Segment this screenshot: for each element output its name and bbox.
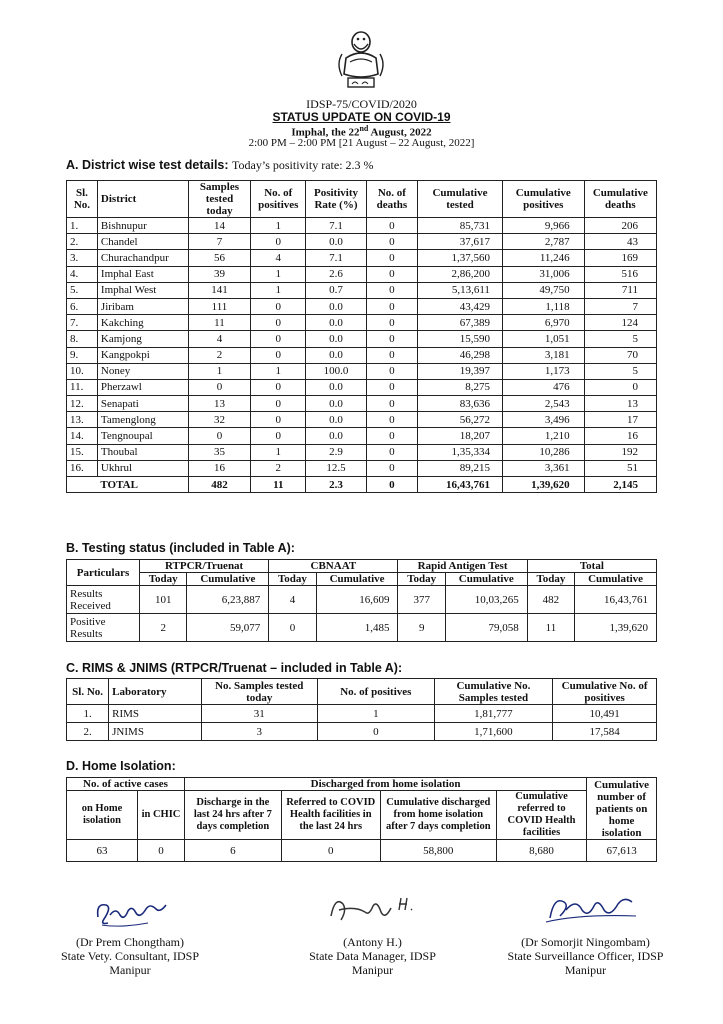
table-cell: 89,215 xyxy=(418,460,503,476)
table-cell: 0 xyxy=(251,298,306,314)
table-header-row xyxy=(67,778,657,791)
total-cell: 0 xyxy=(366,477,417,493)
table-cell: 377 xyxy=(398,586,445,614)
table-cell: 11,246 xyxy=(502,250,584,266)
table-header-row xyxy=(67,181,657,218)
total-cell: 482 xyxy=(188,477,251,493)
table-cell: 0 xyxy=(188,428,251,444)
district-name: Chandel xyxy=(97,234,188,250)
section-b-title: B. Testing status (included in Table A): xyxy=(66,541,295,555)
table-cell: 1,118 xyxy=(502,298,584,314)
table-cell: 0 xyxy=(366,428,417,444)
rims-jnims-table xyxy=(66,678,657,741)
table-cell: 10,03,265 xyxy=(445,586,527,614)
table-row xyxy=(67,723,657,741)
column-header: Laboratory xyxy=(109,679,201,705)
table-cell: 15. xyxy=(67,444,98,460)
column-header: Cumulative positives xyxy=(502,181,584,218)
table-cell: 56,272 xyxy=(418,412,503,428)
table-cell: 6 xyxy=(184,840,281,862)
table-cell: 4 xyxy=(251,250,306,266)
today-header: Today xyxy=(140,573,187,586)
total-label: TOTAL xyxy=(97,477,188,493)
table-cell: 1,210 xyxy=(502,428,584,444)
table-cell: 1,37,560 xyxy=(418,250,503,266)
table-cell: 0 xyxy=(366,363,417,379)
table-row xyxy=(67,428,657,444)
laboratory-name: RIMS xyxy=(109,705,201,723)
table-cell: 11 xyxy=(188,315,251,331)
signature-somorjit-ningombam xyxy=(540,888,640,928)
table-row xyxy=(67,315,657,331)
table-cell: 516 xyxy=(584,266,656,282)
column-header: No. of deaths xyxy=(366,181,417,218)
table-cell: 32 xyxy=(188,412,251,428)
table-cell: 0 xyxy=(269,614,316,642)
table-cell: 2. xyxy=(67,723,109,741)
signatory-place: Manipur xyxy=(564,963,607,977)
table-cell: 0 xyxy=(251,412,306,428)
table-cell: 1 xyxy=(251,444,306,460)
table-cell: 2.9 xyxy=(306,444,366,460)
signatory-title: State Surveillance Officer, IDSP xyxy=(507,949,664,963)
table-cell: 2. xyxy=(67,234,98,250)
district-name: Tengnoupal xyxy=(97,428,188,444)
table-row xyxy=(67,250,657,266)
table-cell: 5 xyxy=(584,363,656,379)
district-name: Thoubal xyxy=(97,444,188,460)
table-cell: 1,39,620 xyxy=(575,614,657,642)
signatory-place: Manipur xyxy=(351,963,394,977)
table-cell: 67,613 xyxy=(587,840,657,862)
table-cell: 58,800 xyxy=(380,840,496,862)
section-d-title: D. Home Isolation: xyxy=(66,759,176,773)
table-cell: 2,86,200 xyxy=(418,266,503,282)
table-cell: 0 xyxy=(251,379,306,395)
table-cell: 0.7 xyxy=(306,282,366,298)
table-cell: 12. xyxy=(67,396,98,412)
total-cell: 11 xyxy=(251,477,306,493)
table-cell: 2 xyxy=(188,347,251,363)
table-cell: 16,43,761 xyxy=(575,586,657,614)
table-cell: 0.0 xyxy=(306,331,366,347)
table-cell: 31 xyxy=(201,705,317,723)
district-name: Imphal East xyxy=(97,266,188,282)
table-cell: 8,680 xyxy=(496,840,586,862)
column-header: Cumulative referred to COVID Health facilities xyxy=(496,791,586,840)
table-cell: 8,275 xyxy=(418,379,503,395)
signatory-1 xyxy=(40,935,220,977)
table-row xyxy=(67,460,657,476)
table-cell: 0 xyxy=(366,331,417,347)
table-header-row xyxy=(67,679,657,705)
column-header: on Home isolation xyxy=(67,791,138,840)
table-cell: 1. xyxy=(67,705,109,723)
signatory-2 xyxy=(285,935,460,977)
section-a-heading xyxy=(66,158,374,173)
district-test-table xyxy=(66,180,657,493)
column-header: Referred to COVID Health facilities in the last 24 hrs xyxy=(281,791,380,840)
table-cell: 1 xyxy=(318,705,435,723)
column-header: Cumulative tested xyxy=(418,181,503,218)
table-cell: 13. xyxy=(67,412,98,428)
column-header: No. Samples tested today xyxy=(201,679,317,705)
table-cell: 2,543 xyxy=(502,396,584,412)
table-cell: 0 xyxy=(251,315,306,331)
table-cell: 111 xyxy=(188,298,251,314)
table-cell: 4. xyxy=(67,266,98,282)
table-cell: 0.0 xyxy=(306,234,366,250)
table-cell: 2,787 xyxy=(502,234,584,250)
table-cell: 0.0 xyxy=(306,412,366,428)
document-reference: IDSP-75/COVID/2020 xyxy=(306,97,417,111)
table-cell: 0 xyxy=(366,379,417,395)
signatory-name: (Antony H.) xyxy=(343,935,402,949)
table-cell: 16 xyxy=(188,460,251,476)
section-c-title: C. RIMS & JNIMS (RTPCR/Truenat – included in Table A): xyxy=(66,661,403,675)
table-cell: 7.1 xyxy=(306,218,366,234)
table-cell: 13 xyxy=(188,396,251,412)
table-cell: 169 xyxy=(584,250,656,266)
table-cell: 8. xyxy=(67,331,98,347)
table-cell: 0.0 xyxy=(306,298,366,314)
table-cell: 46,298 xyxy=(418,347,503,363)
table-cell: 6. xyxy=(67,298,98,314)
table-cell: 711 xyxy=(584,282,656,298)
table-cell: 13 xyxy=(584,396,656,412)
table-cell: 206 xyxy=(584,218,656,234)
table-cell: 3,496 xyxy=(502,412,584,428)
table-cell: 5. xyxy=(67,282,98,298)
table-cell: 4 xyxy=(188,331,251,347)
table-cell: 0.0 xyxy=(306,396,366,412)
table-cell: 19,397 xyxy=(418,363,503,379)
total-cell: 2,145 xyxy=(584,477,656,493)
document-date: Imphal, the 22nd August, 2022 xyxy=(291,124,432,139)
column-header: Cumulative discharged from home isolation after 7 days completion xyxy=(380,791,496,840)
table-row xyxy=(67,840,657,862)
cumulative-header: Cumulative xyxy=(575,573,657,586)
table-cell: 6,970 xyxy=(502,315,584,331)
table-cell: 43 xyxy=(584,234,656,250)
document-title: STATUS UPDATE ON COVID-19 xyxy=(272,110,451,124)
district-name: Kakching xyxy=(97,315,188,331)
district-name: Kamjong xyxy=(97,331,188,347)
cumulative-home-isolation-header: Cumulative number of patients on home isolation xyxy=(587,778,657,840)
today-header: Today xyxy=(398,573,445,586)
row-label: Positive Results xyxy=(67,614,140,642)
district-name: Ukhrul xyxy=(97,460,188,476)
table-cell: 9. xyxy=(67,347,98,363)
table-cell: 5,13,611 xyxy=(418,282,503,298)
table-cell: 0 xyxy=(366,234,417,250)
column-header: Sl. No. xyxy=(67,679,109,705)
column-header: Cumulative No. Samples tested xyxy=(434,679,553,705)
column-header: Cumulative deaths xyxy=(584,181,656,218)
district-name: Noney xyxy=(97,363,188,379)
discharged-header: Discharged from home isolation xyxy=(184,778,586,791)
district-table-body xyxy=(67,218,657,493)
table-row xyxy=(67,298,657,314)
cumulative-header: Cumulative xyxy=(316,573,398,586)
table-cell: 1,173 xyxy=(502,363,584,379)
signatory-title: State Data Manager, IDSP xyxy=(309,949,436,963)
table-cell: 56 xyxy=(188,250,251,266)
table-cell: 1 xyxy=(251,218,306,234)
table-cell: 37,617 xyxy=(418,234,503,250)
district-name: Pherzawl xyxy=(97,379,188,395)
positivity-rate-note: Today’s positivity rate: 2.3 % xyxy=(232,158,374,172)
table-cell: 31,006 xyxy=(502,266,584,282)
table-row xyxy=(67,444,657,460)
table-cell: 0 xyxy=(137,840,184,862)
table-cell: 9 xyxy=(398,614,445,642)
table-cell: 49,750 xyxy=(502,282,584,298)
table-cell: 124 xyxy=(584,315,656,331)
active-cases-header: No. of active cases xyxy=(67,778,185,791)
table-cell: 15,590 xyxy=(418,331,503,347)
table-cell: 0 xyxy=(366,347,417,363)
table-cell: 5 xyxy=(584,331,656,347)
district-name: Senapati xyxy=(97,396,188,412)
table-cell: 0 xyxy=(281,840,380,862)
table-row xyxy=(67,347,657,363)
table-cell: 0 xyxy=(366,315,417,331)
district-name: Tamenglong xyxy=(97,412,188,428)
table-cell: 2 xyxy=(251,460,306,476)
group-header: Rapid Antigen Test xyxy=(398,560,527,573)
row-label: Results Received xyxy=(67,586,140,614)
group-header: Total xyxy=(527,560,656,573)
table-cell: 7 xyxy=(584,298,656,314)
table-cell: 14 xyxy=(188,218,251,234)
table-cell: 0 xyxy=(366,396,417,412)
table-cell: 83,636 xyxy=(418,396,503,412)
table-cell: 0 xyxy=(366,266,417,282)
table-cell: 1. xyxy=(67,218,98,234)
table-cell: 192 xyxy=(584,444,656,460)
table-cell: 2.6 xyxy=(306,266,366,282)
testing-status-body xyxy=(67,586,657,642)
table-cell: 43,429 xyxy=(418,298,503,314)
signature-prem-chongtham xyxy=(90,895,170,931)
section-a-title: A. District wise test details: xyxy=(66,158,229,172)
table-cell: 79,058 xyxy=(445,614,527,642)
table-cell: 0.0 xyxy=(306,315,366,331)
total-cell: 2.3 xyxy=(306,477,366,493)
table-cell: 1,35,334 xyxy=(418,444,503,460)
district-name: Imphal West xyxy=(97,282,188,298)
table-cell: 0 xyxy=(251,331,306,347)
table-cell: 63 xyxy=(67,840,138,862)
group-header: CBNAAT xyxy=(269,560,398,573)
table-cell: 0 xyxy=(366,250,417,266)
table-cell: 11 xyxy=(527,614,574,642)
column-header: in CHIC xyxy=(137,791,184,840)
rims-jnims-body xyxy=(67,705,657,741)
table-cell: 7. xyxy=(67,315,98,331)
table-header-row xyxy=(67,560,657,573)
column-header: Samples tested today xyxy=(188,181,251,218)
total-spacer xyxy=(67,477,98,493)
table-cell: 1,051 xyxy=(502,331,584,347)
table-cell: 2 xyxy=(140,614,187,642)
table-cell: 0 xyxy=(251,428,306,444)
table-cell: 100.0 xyxy=(306,363,366,379)
table-cell: 1 xyxy=(251,266,306,282)
table-cell: 10,491 xyxy=(553,705,657,723)
table-cell: 6,23,887 xyxy=(187,586,269,614)
signatory-title: State Vety. Consultant, IDSP xyxy=(60,949,199,963)
table-cell: 16,609 xyxy=(316,586,398,614)
today-header: Today xyxy=(269,573,316,586)
total-cell: 16,43,761 xyxy=(418,477,503,493)
total-row xyxy=(67,477,657,493)
table-cell: 12.5 xyxy=(306,460,366,476)
table-row xyxy=(67,379,657,395)
testing-status-table xyxy=(66,559,657,642)
column-header: Sl. No. xyxy=(67,181,98,218)
group-header: RTPCR/Truenat xyxy=(140,560,269,573)
table-row xyxy=(67,282,657,298)
reporting-period: 2:00 PM – 2:00 PM [21 August – 22 August, 2022] xyxy=(248,137,475,149)
table-cell: 39 xyxy=(188,266,251,282)
table-cell: 70 xyxy=(584,347,656,363)
table-cell: 10,286 xyxy=(502,444,584,460)
column-header: Positivity Rate (%) xyxy=(306,181,366,218)
table-row xyxy=(67,218,657,234)
table-cell: 3. xyxy=(67,250,98,266)
table-cell: 0 xyxy=(366,282,417,298)
table-cell: 7 xyxy=(188,234,251,250)
column-header: Discharge in the last 24 hrs after 7 days completion xyxy=(184,791,281,840)
table-row xyxy=(67,396,657,412)
table-cell: 1,485 xyxy=(316,614,398,642)
state-emblem-logo xyxy=(332,28,390,90)
table-cell: 67,389 xyxy=(418,315,503,331)
table-cell: 16 xyxy=(584,428,656,444)
table-cell: 1 xyxy=(251,363,306,379)
signatory-place: Manipur xyxy=(109,963,151,977)
table-row xyxy=(67,412,657,428)
table-cell: 0 xyxy=(251,396,306,412)
table-cell: 3 xyxy=(201,723,317,741)
table-cell: 0 xyxy=(366,460,417,476)
table-cell: 0 xyxy=(366,218,417,234)
table-cell: 11. xyxy=(67,379,98,395)
table-cell: 14. xyxy=(67,428,98,444)
table-row xyxy=(67,614,657,642)
table-cell: 16. xyxy=(67,460,98,476)
table-cell: 1,81,777 xyxy=(434,705,553,723)
table-cell: 3,361 xyxy=(502,460,584,476)
column-header: No. of positives xyxy=(251,181,306,218)
table-cell: 3,181 xyxy=(502,347,584,363)
table-cell: 0 xyxy=(366,444,417,460)
district-name: Kangpokpi xyxy=(97,347,188,363)
table-cell: 0 xyxy=(366,412,417,428)
table-cell: 0.0 xyxy=(306,347,366,363)
table-cell: 10. xyxy=(67,363,98,379)
table-cell: 17,584 xyxy=(553,723,657,741)
table-subheader-row xyxy=(67,573,657,586)
table-cell: 59,077 xyxy=(187,614,269,642)
table-cell: 7.1 xyxy=(306,250,366,266)
signatory-3 xyxy=(488,935,683,977)
table-cell: 0 xyxy=(251,347,306,363)
table-cell: 1 xyxy=(251,282,306,298)
signatory-name: (Dr Prem Chongtham) xyxy=(76,935,184,949)
table-row xyxy=(67,363,657,379)
table-cell: 0 xyxy=(366,298,417,314)
cumulative-header: Cumulative xyxy=(445,573,527,586)
column-header: Cumulative No. of positives xyxy=(553,679,657,705)
total-cell: 1,39,620 xyxy=(502,477,584,493)
home-isolation-table xyxy=(66,777,657,862)
table-cell: 0 xyxy=(251,234,306,250)
signatory-name: (Dr Somorjit Ningombam) xyxy=(521,935,650,949)
table-cell: 141 xyxy=(188,282,251,298)
laboratory-name: JNIMS xyxy=(109,723,201,741)
column-header: No. of positives xyxy=(318,679,435,705)
cumulative-header: Cumulative xyxy=(187,573,269,586)
particulars-header: Particulars xyxy=(67,560,140,586)
table-subheader-row xyxy=(67,791,657,840)
table-cell: 1 xyxy=(188,363,251,379)
table-cell: 482 xyxy=(527,586,574,614)
table-cell: 85,731 xyxy=(418,218,503,234)
table-cell: 101 xyxy=(140,586,187,614)
table-row xyxy=(67,586,657,614)
district-name: Jiribam xyxy=(97,298,188,314)
table-cell: 4 xyxy=(269,586,316,614)
table-cell: 1,71,600 xyxy=(434,723,553,741)
table-cell: 17 xyxy=(584,412,656,428)
table-cell: 51 xyxy=(584,460,656,476)
table-row xyxy=(67,331,657,347)
table-cell: 0.0 xyxy=(306,428,366,444)
district-name: Churachandpur xyxy=(97,250,188,266)
table-cell: 0 xyxy=(584,379,656,395)
district-name: Bishnupur xyxy=(97,218,188,234)
table-row xyxy=(67,705,657,723)
table-row xyxy=(67,266,657,282)
signature-antony xyxy=(325,890,415,930)
table-cell: 476 xyxy=(502,379,584,395)
table-cell: 0 xyxy=(318,723,435,741)
table-cell: 0.0 xyxy=(306,379,366,395)
today-header: Today xyxy=(527,573,574,586)
table-cell: 18,207 xyxy=(418,428,503,444)
table-cell: 35 xyxy=(188,444,251,460)
table-cell: 0 xyxy=(188,379,251,395)
column-header: District xyxy=(97,181,188,218)
table-cell: 9,966 xyxy=(502,218,584,234)
table-row xyxy=(67,234,657,250)
